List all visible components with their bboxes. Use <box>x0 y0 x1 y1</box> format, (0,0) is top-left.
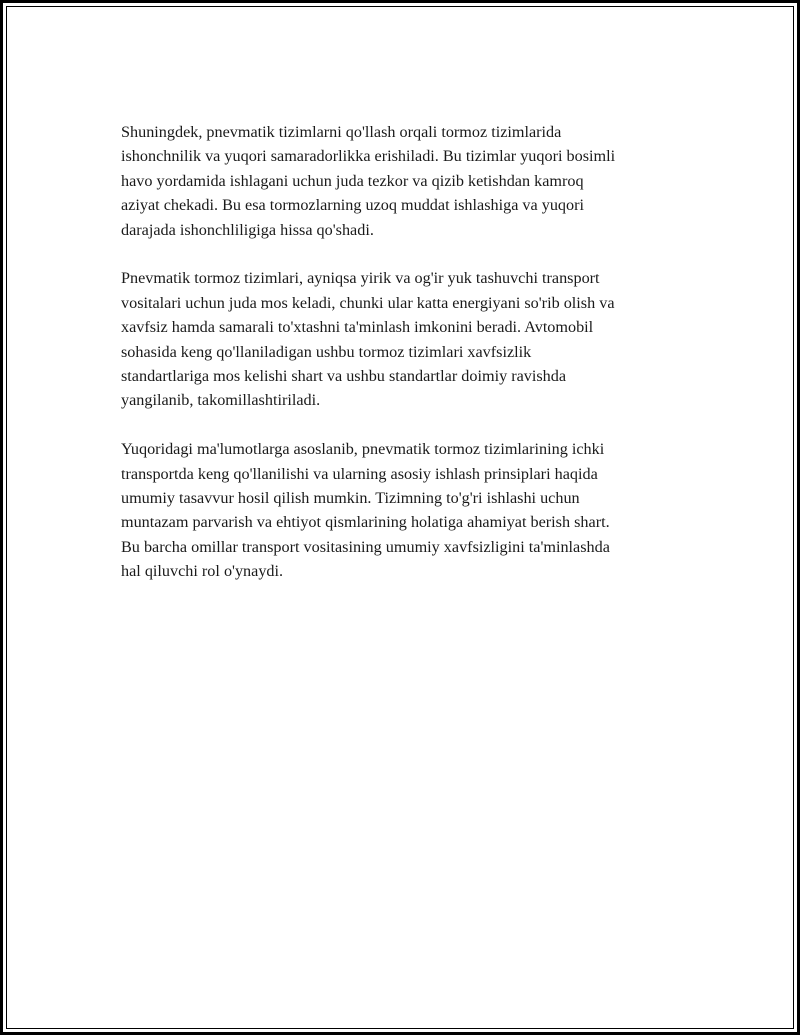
paragraph-2 <box>121 266 701 412</box>
text-line: umumiy tasavvur hosil qilish mumkin. Tizimning to'g'ri ishlashi uchun <box>121 489 580 508</box>
text-line: Bu barcha omillar transport vositasining umumiy xavfsizligini ta'minlashda <box>121 537 610 556</box>
text-line: yangilanib, takomillashtiriladi. <box>121 391 321 410</box>
text-line: darajada ishonchliligiga hissa qo'shadi. <box>121 220 374 239</box>
text-line: hal qiluvchi rol o'ynaydi. <box>121 562 284 581</box>
text-line: Yuqoridagi ma'lumotlarga asoslanib, pnevmatik tormoz tizimlarining ichki <box>121 440 605 459</box>
text-line: aziyat chekadi. Bu esa tormozlarning uzoq muddat ishlashiga va yuqori <box>121 196 585 215</box>
text-line: transportda keng qo'llanilishi va ularning asosiy ishlash prinsiplari haqida <box>121 464 598 483</box>
text-line: standartlariga mos kelishi shart va ushbu standartlar doimiy ravishda <box>121 367 567 386</box>
text-line: ishonchnilik va yuqori samaradorlikka erishiladi. Bu tizimlar yuqori bosimli <box>121 147 616 166</box>
text-line: sohasida keng qo'llaniladigan ushbu tormoz tizimlari xavfsizlik <box>121 342 532 361</box>
text-line: Pnevmatik tormoz tizimlari, ayniqsa yirik va og'ir yuk tashuvchi transport <box>121 269 600 288</box>
text-line: havo yordamida ishlagani uchun juda tezkor va qizib ketishdan kamroq <box>121 171 584 190</box>
text-line: Shuningdek, pnevmatik tizimlarni qo'llash orqali tormoz tizimlarida <box>121 123 562 141</box>
paragraph-3 <box>121 437 701 583</box>
text-line: vositalari uchun juda mos keladi, chunki ular katta energiyani so'rib olish va <box>121 293 615 312</box>
document-body <box>121 120 701 608</box>
text-line: xavfsiz hamda samarali to'xtashni ta'minlash imkonini beradi. Avtomobil <box>121 318 594 337</box>
paragraph-1 <box>121 120 701 242</box>
text-line: muntazam parvarish va ehtiyot qismlarining holatiga ahamiyat berish shart. <box>121 513 610 532</box>
